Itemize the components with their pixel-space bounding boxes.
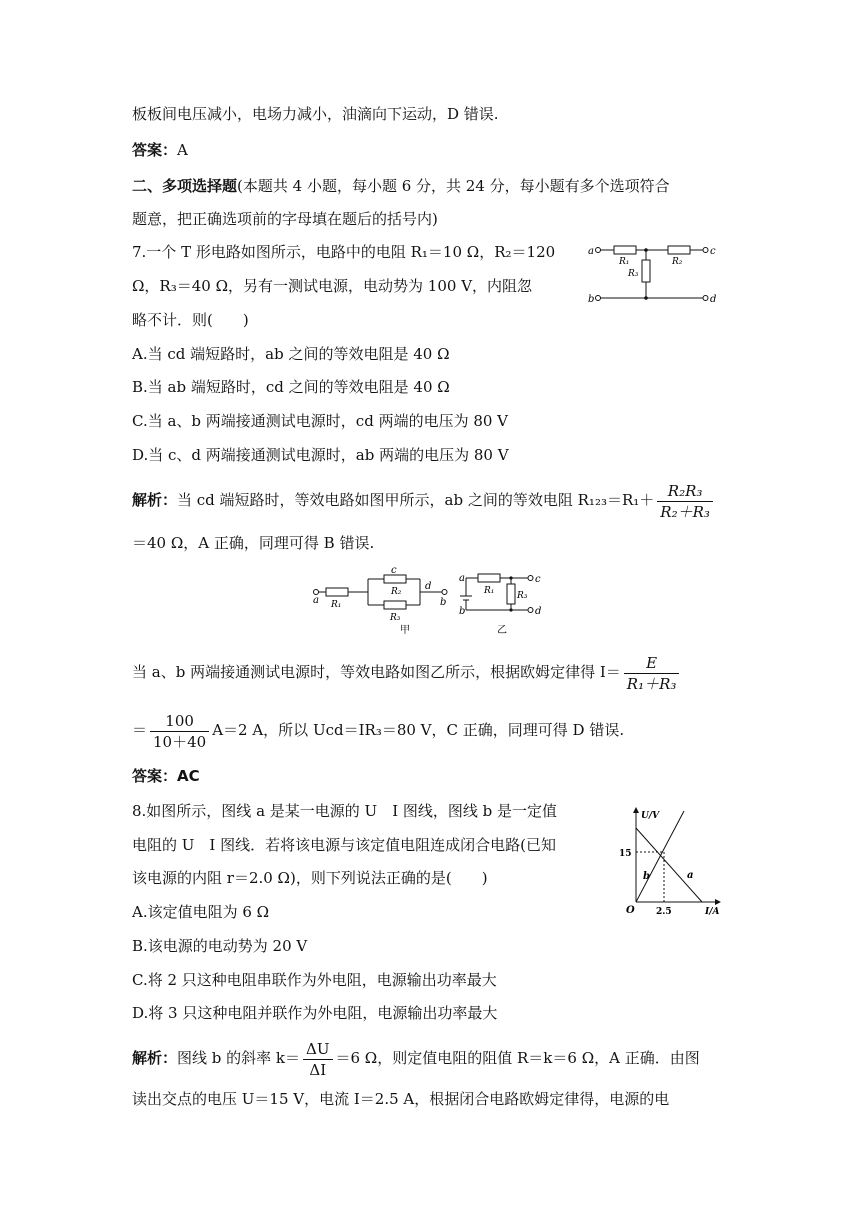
q7-solution-3 xyxy=(132,648,682,696)
resistor-label: R₂ xyxy=(391,587,402,597)
q7-solution-2: ＝40 Ω，A 正确，同理可得 B 错误. xyxy=(132,534,375,552)
solution-label: 解析： xyxy=(132,491,178,509)
q7-solution-1 xyxy=(132,478,716,522)
q7-option-b: B.当 ab 端短路时，cd 之间的等效电阻是 40 Ω xyxy=(132,378,450,396)
node-label: c xyxy=(535,574,541,585)
answer-value: AC xyxy=(177,767,200,785)
solution-text: ＝6 Ω，则定值电阻的阻值 R＝k＝6 Ω，A 正确．由图 xyxy=(335,1049,700,1067)
x-axis-label: I/A xyxy=(705,907,720,917)
fraction xyxy=(624,653,680,694)
q8-stem-1: 8.如图所示，图线 a 是某一电源的 U I 图线，图线 b 是一定值 xyxy=(132,802,558,820)
section-title: 二、多项选择题 xyxy=(132,177,238,195)
q7-option-d: D.当 c、d 两端接通测试电源时，ab 两端的电压为 80 V xyxy=(132,446,509,464)
q8-option-d: D.将 3 只这种电阻并联作为外电阻，电源输出功率最大 xyxy=(132,1004,498,1022)
q7-stem-2: Ω，R₃＝40 Ω，另有一测试电源，电动势为 100 V，内阻忽 xyxy=(132,277,533,295)
fraction-denominator: ΔI xyxy=(309,1060,327,1079)
resistor-label: R₂ xyxy=(672,257,683,267)
node-label: c xyxy=(710,246,716,257)
section-desc-2: 题意，把正确选项前的字母填在题后的括号内) xyxy=(132,210,438,228)
line-b xyxy=(636,811,684,902)
t-circuit-diagram xyxy=(586,238,716,310)
fraction-numerator: 100 xyxy=(150,711,209,732)
resistor-label: R₃ xyxy=(390,613,401,623)
q8-solution-2: 读出交点的电压 U＝15 V，电流 I＝2.5 A，根据闭合电路欧姆定律得，电源的电 xyxy=(132,1090,670,1108)
node-label: b xyxy=(440,597,447,608)
fraction-denominator: R₂＋R₃ xyxy=(660,502,710,521)
origin-label: O xyxy=(626,905,635,916)
node-label: d xyxy=(535,606,542,617)
q8-stem-3: 该电源的内阻 r＝2.0 Ω)，则下列说法正确的是( ) xyxy=(132,869,488,887)
fraction-numerator: ΔU xyxy=(303,1039,332,1060)
q7-answer xyxy=(132,766,200,786)
answer-value: A xyxy=(177,141,188,159)
q7-option-a: A.当 cd 端短路时，ab 之间的等效电阻是 40 Ω xyxy=(132,345,450,363)
fraction-numerator: E xyxy=(624,653,680,674)
q8-option-a: A.该定值电阻为 6 Ω xyxy=(132,903,270,921)
node-label: a xyxy=(313,595,319,606)
resistor-label: R₃ xyxy=(628,269,639,279)
q8-solution-1 xyxy=(132,1036,700,1080)
q8-option-b: B.该电源的电动势为 20 V xyxy=(132,937,308,955)
resistor-label: R₁ xyxy=(331,600,342,610)
node-label: c xyxy=(391,565,397,576)
fraction xyxy=(150,711,209,752)
node-label: b xyxy=(588,294,595,305)
q8-stem-2: 电阻的 U I 图线．若将该电源与该定值电阻连成闭合电路(已知 xyxy=(132,836,556,854)
y-axis-label: U/V xyxy=(641,811,660,821)
line-b-label: b xyxy=(643,871,650,882)
q7-stem-1: 7.一个 T 形电路如图所示，电路中的电阻 R₁＝10 Ω，R₂＝120 xyxy=(132,243,556,261)
section-header xyxy=(132,176,670,196)
resistor-label: R₃ xyxy=(517,591,528,601)
answer-6 xyxy=(132,140,188,160)
resistor-label: R₁ xyxy=(619,257,630,267)
y-tick-label: 15 xyxy=(619,849,632,859)
node-label: d xyxy=(425,581,432,592)
solution-text: 图线 b 的斜率 k＝ xyxy=(177,1049,301,1067)
solution-text: A＝2 A，所以 Ucd＝IR₃＝80 V，C 正确，同理可得 D 错误. xyxy=(212,721,625,739)
q7-option-c: C.当 a、b 两端接通测试电源时，cd 两端的电压为 80 V xyxy=(132,412,509,430)
answer-label: 答案： xyxy=(132,767,178,785)
ui-graph xyxy=(616,800,726,920)
node-label: d xyxy=(710,294,716,305)
figure-caption: 乙 xyxy=(497,625,507,636)
section-desc: (本题共 4 小题，每小题 6 分，共 24 分，每小题有多个选项符合 xyxy=(237,177,670,195)
figure-caption: 甲 xyxy=(400,625,410,636)
fraction-numerator: R₂R₃ xyxy=(657,481,713,502)
q7-solution-4 xyxy=(132,706,624,754)
node-label: a xyxy=(459,573,465,584)
x-tick-label: 2.5 xyxy=(656,907,672,917)
node-label: a xyxy=(588,246,594,257)
node-label: b xyxy=(459,606,466,617)
equivalent-circuits-diagram xyxy=(306,565,556,637)
equals-sign: ＝ xyxy=(132,721,148,739)
solution-label: 解析： xyxy=(132,1049,178,1067)
q7-stem-3: 略不计．则( ) xyxy=(132,311,249,329)
line-a-label: a xyxy=(687,870,694,881)
fraction xyxy=(657,481,713,522)
solution-text: 当 a、b 两端接通测试电源时，等效电路如图乙所示，根据欧姆定律得 I＝ xyxy=(132,663,621,681)
q8-option-c: C.将 2 只这种电阻串联作为外电阻，电源输出功率最大 xyxy=(132,971,497,989)
fraction-denominator: 10＋40 xyxy=(153,732,207,751)
answer-label: 答案： xyxy=(132,141,178,159)
text-line: 板板间电压减小，电场力减小，油滴向下运动，D 错误. xyxy=(132,105,499,123)
fraction-denominator: R₁＋R₃ xyxy=(626,674,677,693)
resistor-label: R₁ xyxy=(484,586,495,596)
fraction xyxy=(303,1039,332,1080)
solution-text: 当 cd 端短路时，等效电路如图甲所示，ab 之间的等效电阻 R₁₂₃＝R₁＋ xyxy=(177,491,655,509)
